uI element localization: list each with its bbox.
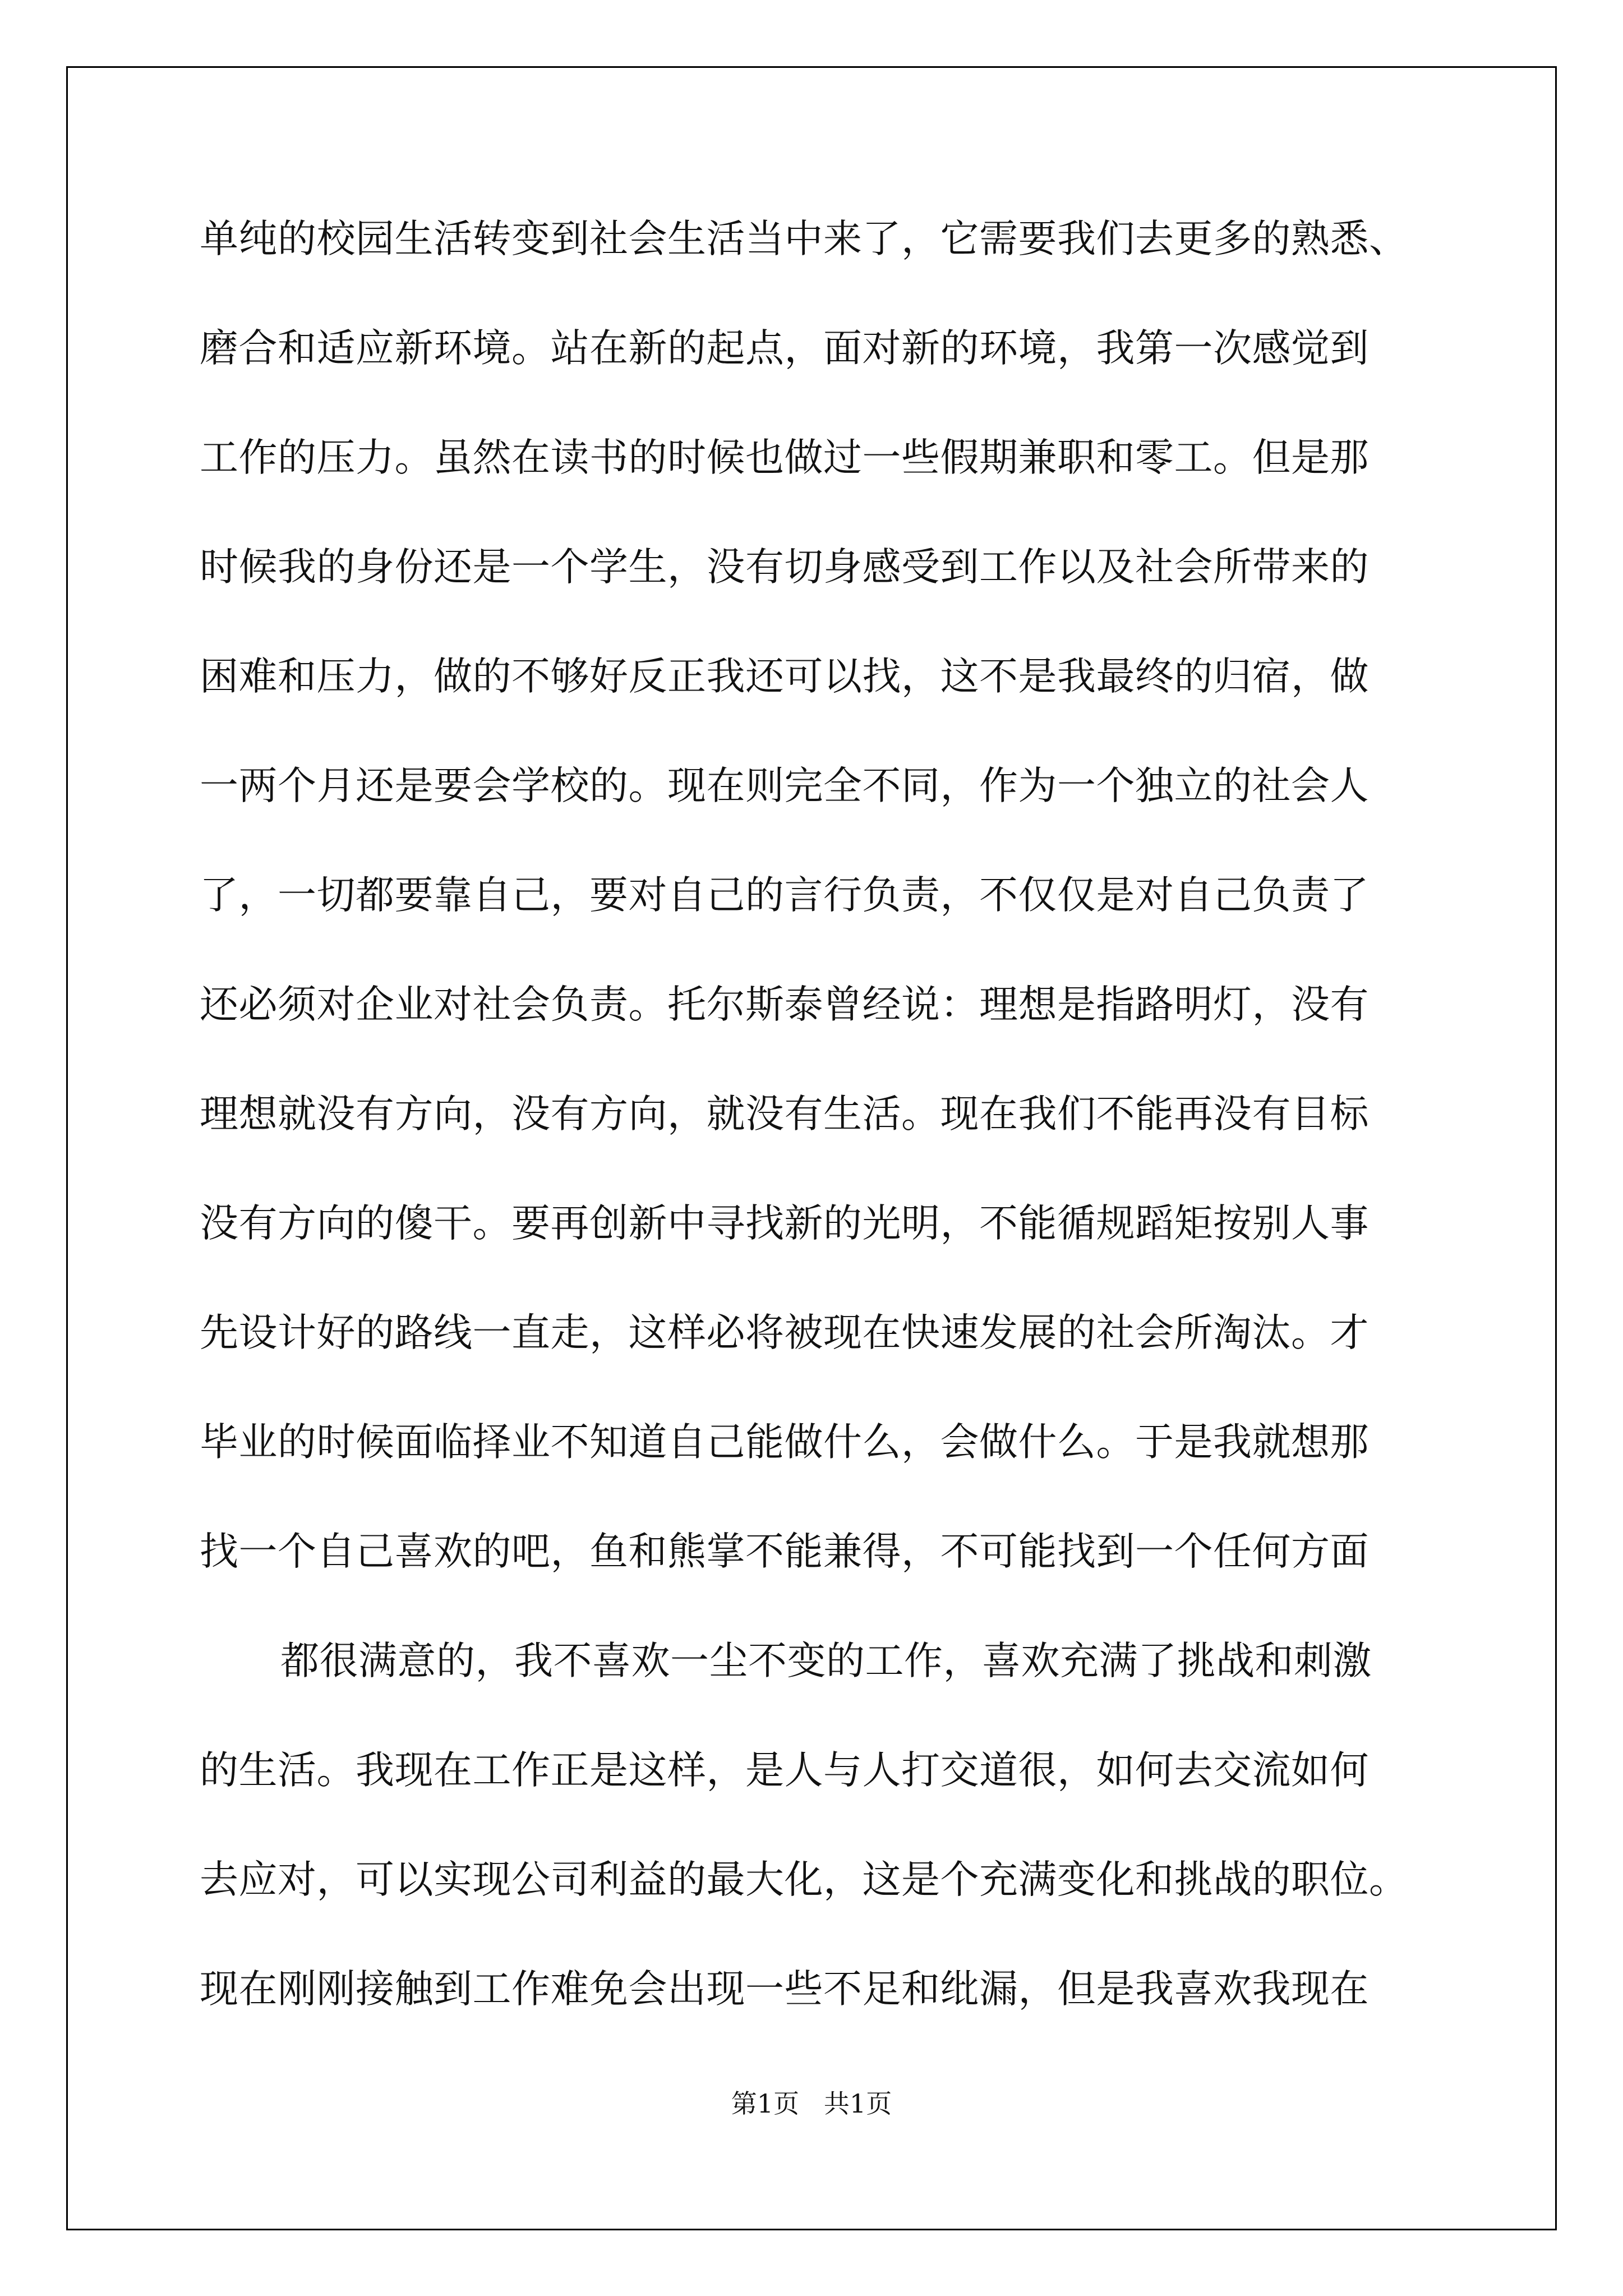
text-line: 找一个自己喜欢的吧，鱼和熊掌不能兼得，不可能找到一个任何方面 [200, 1529, 1369, 1574]
text-line: 的生活。我现在工作正是这样，是人与人打交道很，如何去交流如何 [200, 1748, 1369, 1793]
text-line: 去应对，可以实现公司利益的最大化，这是个充满变化和挑战的职位。 [200, 1857, 1408, 1902]
text-line: 了，一切都要靠自己，要对自己的言行负责，不仅仅是对自己负责了 [200, 873, 1369, 918]
text-line: 磨合和适应新环境。站在新的起点，面对新的环境，我第一次感觉到 [200, 326, 1369, 371]
text-line: 理想就没有方向，没有方向，就没有生活。现在我们不能再没有目标 [200, 1092, 1369, 1137]
text-line: 现在刚刚接触到工作难免会出现一些不足和纰漏，但是我喜欢我现在 [200, 1967, 1369, 2012]
text-line: 时候我的身份还是一个学生，没有切身感受到工作以及社会所带来的 [200, 545, 1369, 590]
text-line: 单纯的校园生活转变到社会生活当中来了，它需要我们去更多的熟悉、 [200, 217, 1408, 261]
text-line: 困难和压力，做的不够好反正我还可以找，这不是我最终的归宿，做 [200, 654, 1369, 699]
text-line: 先设计好的路线一直走，这样必将被现在快速发展的社会所淘汰。才 [200, 1310, 1369, 1355]
text-line-indented: 都很满意的，我不喜欢一尘不变的工作，喜欢充满了挑战和刺激 [280, 1639, 1372, 1683]
page-number: 第1页 共1页 [731, 2088, 892, 2119]
text-line: 毕业的时候面临择业不知道自己能做什么，会做什么。于是我就想那 [200, 1420, 1369, 1465]
text-line: 还必须对企业对社会负责。托尔斯泰曾经说：理想是指路明灯，没有 [200, 982, 1369, 1027]
text-line: 一两个月还是要会学校的。现在则完全不同，作为一个独立的社会人 [200, 763, 1369, 808]
text-line: 没有方向的傻干。要再创新中寻找新的光明，不能循规蹈矩按别人事 [200, 1201, 1369, 1246]
text-line: 工作的压力。虽然在读书的时候也做过一些假期兼职和零工。但是那 [200, 435, 1369, 480]
